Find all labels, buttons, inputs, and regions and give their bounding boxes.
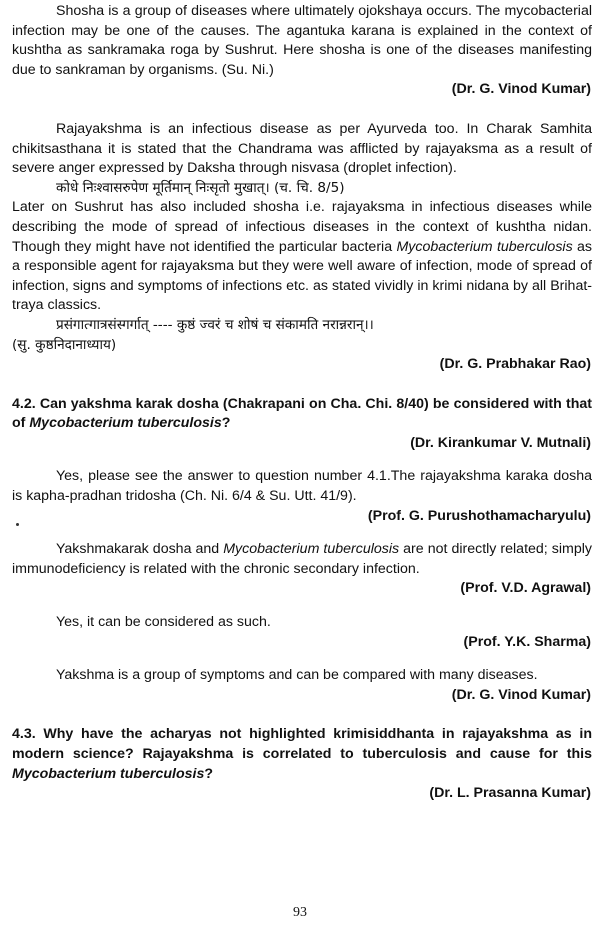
page-body: [12, 2, 592, 804]
answer-agrawal-text-b: are not directly related; simply immunodeficiency is related with the chronic secondary infection.: [12, 541, 592, 577]
attribution-purushothamacharyulu: (Prof. G. Purushothamacharyulu): [367, 507, 591, 524]
paragraph-sushrut-organism: Mycobacterium tuberculosis: [396, 238, 573, 255]
question-4-2-end: ?: [221, 415, 231, 432]
paragraph-sushrut-text-a: Later on Sushrut has also included shosha i.e. rajayaksma in infectious diseases while describing the mode of spread of infectious diseases in the context of kushtha nidan. Though they might have not identified the particular bacteria: [12, 199, 592, 255]
stray-dot-mark: [16, 523, 19, 526]
asker-prasanna-kumar: (Dr. L. Prasanna Kumar): [429, 785, 591, 802]
question-4-3-organism: Mycobacterium tuberculosis: [12, 765, 205, 782]
answer-sharma: Yes, it can be considered as such.: [56, 614, 271, 631]
sanskrit-verse-charak: कोधे निःश्वासरुपेण मूर्तिमान् निःसृतो मुखात्। (च. चि. 8/5): [56, 179, 345, 196]
question-4-3-end: ?: [204, 765, 214, 782]
sanskrit-verse-sushrut: प्रसंगात्गात्रसंस्गर्गात् ---- कुष्ठं ज्वरं च शोषं च संकामति नरान्नरान्।।: [56, 316, 374, 333]
answer-agrawal-text-a: Yakshmakarak dosha and: [56, 541, 220, 558]
attribution-vinod-kumar-2: (Dr. G. Vinod Kumar): [451, 686, 591, 703]
paragraph-shosha: Shosha is a group of diseases where ultimately ojokshaya occurs. The mycobacterial infection may be one of the causes. The agantuka karana is explained in the context of kushtha as sankramaka roga by Sushrut. Here shosha is one of the diseases manifesting due to sankraman by organisms. (Su. Ni.): [12, 3, 592, 78]
paragraph-rajayakshma: Rajayakshma is an infectious disease as per Ayurveda too. In Charak Samhita chikitsasthana it is stated that the Chandrama was afflicted by rajayaksma as a result of severe anger expressed by Daksha through nisvasa (droplet infection).: [12, 120, 592, 177]
paragraph-sushrut: [12, 198, 592, 316]
question-4-2-text: 4.2. Can yakshma karak dosha (Chakrapani on Cha. Chi. 8/40) be considered with that of: [12, 395, 592, 432]
question-4-3-text: 4.3. Why have the acharyas not highlighted krimisiddhanta in rajayakshma as in modern science? Rajayakshma is correlated to tuberculosis and cause for this: [12, 726, 592, 762]
attribution-sharma: (Prof. Y.K. Sharma): [463, 633, 591, 650]
question-4-3: [12, 725, 592, 784]
answer-agrawal-organism: Mycobacterium tuberculosis: [223, 541, 400, 558]
question-4-2-organism: Mycobacterium tuberculosis: [29, 415, 222, 432]
sanskrit-reference: (सु. कुष्ठनिदानाध्याय): [12, 336, 117, 353]
answer-purushothamacharyulu: Yes, please see the answer to question number 4.1.The rajayakshma karaka dosha is kapha-pradhan tridosha (Ch. Ni. 6/4 & Su. Utt. 41/9).: [12, 468, 592, 505]
answer-agrawal: [12, 540, 592, 579]
page-number: 93: [293, 905, 307, 920]
attribution-vinod-kumar-1: (Dr. G. Vinod Kumar): [451, 81, 591, 98]
asker-kirankumar: (Dr. Kirankumar V. Mutnali): [410, 434, 591, 451]
attribution-agrawal: (Prof. V.D. Agrawal): [460, 580, 591, 597]
question-4-2: [12, 395, 592, 434]
answer-vinod-kumar: Yakshma is a group of symptoms and can be compared with many diseases.: [56, 667, 538, 684]
attribution-prabhakar-rao: (Dr. G. Prabhakar Rao): [439, 356, 591, 373]
paragraph-sushrut-text-b: as a responsible agent for rajayaksma but they were well aware of infection, mode of spread of infection, signs and symptoms of infections etc. as stated vividly in krimi nidana by all Brihat-traya classics.: [12, 238, 592, 314]
